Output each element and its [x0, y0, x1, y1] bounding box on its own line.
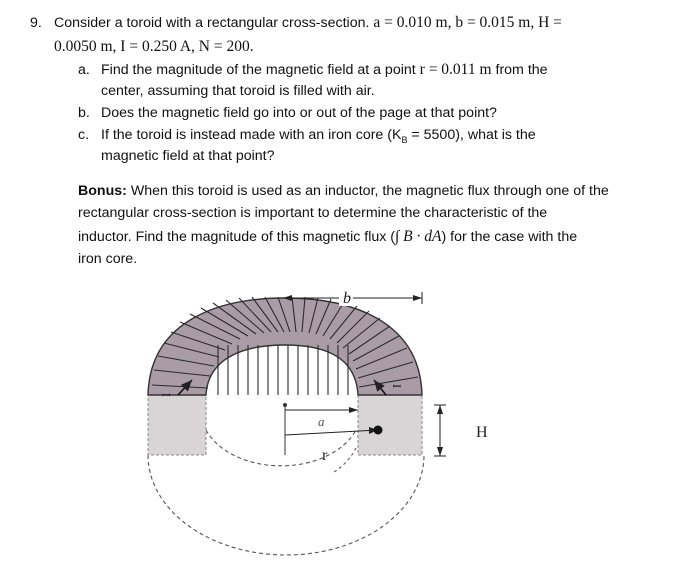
bonus-label: Bonus: [78, 183, 127, 199]
dashed-inner-circle [206, 430, 356, 466]
label-b: b [343, 290, 351, 307]
left-cross-section [148, 395, 206, 455]
toroid-coil [148, 298, 422, 395]
part-b-line1: Does the magnetic field go into or out of the page at that point? [101, 105, 497, 121]
problem-number: 9. [30, 15, 42, 31]
field-point [374, 426, 383, 435]
bonus-line4: iron core. [78, 251, 138, 267]
problem-params-line1: a = 0.010 m, b = 0.015 m, H = [373, 14, 562, 31]
label-I-left: I [159, 393, 173, 397]
label-I-right: I [390, 384, 404, 388]
right-cross-section [358, 395, 422, 455]
bonus-line3: inductor. Find the magnitude of this magnetic flux (∫ B · dA) for the case with the [78, 228, 578, 245]
label-H: H [476, 424, 488, 441]
bonus-line1: Bonus: When this toroid is used as an inductor, the magnetic flux through one of the [78, 183, 609, 199]
bonus-line2: rectangular cross-section is important to determine the characteristic of the [78, 205, 548, 221]
problem-params-line2: 0.0050 m, I = 0.250 A, N = 200. [54, 38, 254, 55]
part-c-line2: magnetic field at that point? [101, 148, 275, 164]
part-a-line2: center, assuming that toroid is filled with air. [101, 83, 375, 99]
label-a: a [318, 414, 325, 429]
part-c-marker: c. [78, 127, 90, 143]
part-c-line1: If the toroid is instead made with an iron core $(K_B = 5500)$, what is the [101, 127, 536, 145]
part-b-marker: b. [78, 105, 90, 121]
label-r: r [322, 447, 328, 464]
part-a-marker: a. [78, 62, 90, 78]
part-a-line1: Find the magnitude of the magnetic field at a point r = 0.011 m from the [101, 61, 548, 78]
dashed-outer-circle [148, 455, 424, 555]
problem-intro: Consider a toroid with a rectangular cross-section. a = 0.010 m, b = 0.015 m, H = [54, 14, 562, 31]
